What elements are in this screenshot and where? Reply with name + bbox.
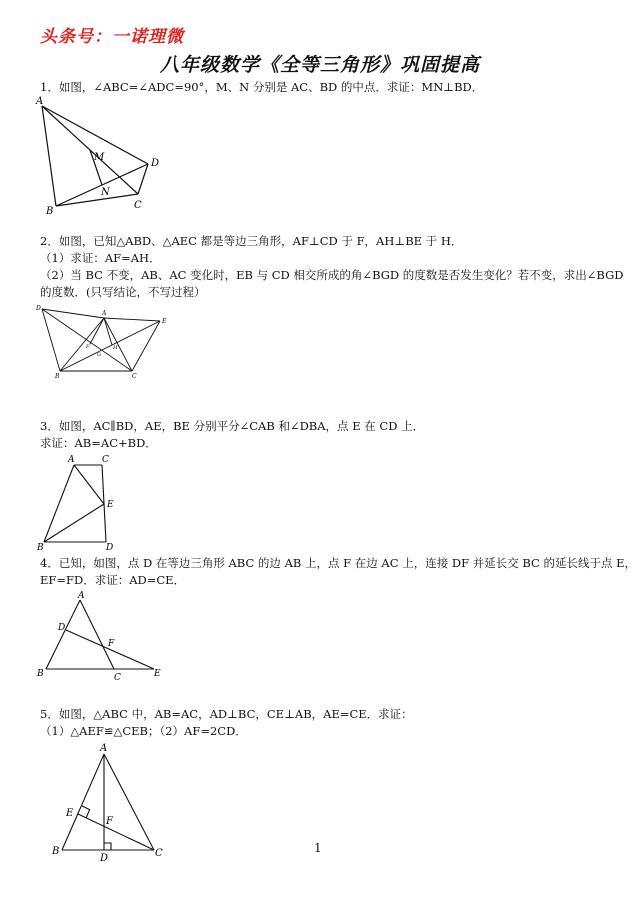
fig1-label-d: D bbox=[151, 158, 160, 169]
problem-5-figure bbox=[42, 740, 177, 865]
fig1-label-m: M bbox=[94, 152, 105, 163]
fig4-label-b: B bbox=[37, 669, 44, 679]
fig4-label-e: E bbox=[154, 669, 161, 679]
problem-5-line-1: 5．如图，△ABC 中，AB=AC，AD⊥BC，CE⊥AB，AE=CE．求证： bbox=[40, 707, 413, 721]
fig2-label-a: A bbox=[102, 310, 107, 317]
problem-3-line-1: 3．如图，AC∥BD，AE，BE 分别平分∠CAB 和∠DBA，点 E 在 CD 上． bbox=[40, 419, 425, 433]
fig1-label-a: A bbox=[36, 96, 44, 107]
fig3-label-d: D bbox=[106, 543, 114, 552]
fig2-label-f: F bbox=[86, 344, 90, 350]
fig5-label-c: C bbox=[155, 848, 163, 859]
fig5-label-e: E bbox=[66, 808, 74, 819]
problem-5-line-2: （1）△AEF≌△CEB；（2）AF=2CD． bbox=[40, 724, 247, 738]
fig1-label-n: N bbox=[101, 187, 110, 198]
fig1-label-c: C bbox=[134, 200, 142, 211]
fig4-label-a: A bbox=[78, 591, 85, 601]
fig3-label-a: A bbox=[68, 455, 75, 465]
problem-1-figure bbox=[30, 92, 170, 217]
header-brand: 头条号：一诺理微 bbox=[40, 27, 184, 47]
fig3-label-b: B bbox=[37, 543, 44, 552]
page-number: 1 bbox=[314, 841, 322, 855]
problem-3-figure bbox=[32, 452, 132, 552]
fig2-label-h: H bbox=[113, 345, 118, 351]
fig5-label-a: A bbox=[100, 743, 108, 754]
fig2-label-g: G bbox=[97, 352, 101, 358]
doc-title: 八年级数学《全等三角形》巩固提高 bbox=[159, 54, 480, 76]
problem-2-line-3: （2）当 BC 不变，AB、AC 变化时，EB 与 CD 相交所成的角∠BGD 的度数是否发生变化？若不变，求出∠BGD bbox=[40, 268, 624, 282]
fig2-label-c: C bbox=[132, 373, 137, 380]
problem-4-line-1: 4．已知，如图，点 D 在等边三角形 ABC 的边 AB 上，点 F 在边 AC 上，连接 DF 并延长交 BC 的延长线于点 E， bbox=[40, 556, 637, 570]
fig1-label-b: B bbox=[46, 206, 54, 217]
fig4-label-f: F bbox=[108, 639, 115, 649]
problem-4-line-2: EF=FD．求证：AD=CE． bbox=[40, 573, 186, 587]
fig2-label-b: B bbox=[55, 373, 60, 380]
problem-2-figure bbox=[34, 302, 174, 382]
fig2-label-e: E bbox=[162, 318, 167, 325]
problem-3-line-2: 求证：AB=AC+BD． bbox=[40, 436, 157, 450]
fig5-label-b: B bbox=[52, 846, 60, 857]
fig4-label-c: C bbox=[114, 673, 121, 683]
problem-2-line-1: 2．如图，已知△ABD、△AEC 都是等边三角形，AF⊥CD 于 F，AH⊥BE 于 H． bbox=[40, 234, 463, 248]
fig4-label-d: D bbox=[58, 623, 66, 633]
fig3-label-c: C bbox=[102, 455, 109, 465]
problem-4-figure bbox=[32, 588, 162, 683]
problem-2-line-2: （1）求证：AF=AH． bbox=[40, 251, 161, 265]
fig5-label-f: F bbox=[106, 816, 113, 827]
problem-1-text: 1．如图，∠ABC=∠ADC=90°，M、N 分别是 AC、BD 的中点．求证：MN⊥BD． bbox=[40, 80, 484, 94]
problem-2-line-4: 的度数．(只写结论，不写过程） bbox=[40, 285, 206, 299]
fig5-label-d: D bbox=[100, 853, 109, 864]
fig2-label-d: D bbox=[36, 305, 41, 312]
fig3-label-e: E bbox=[107, 500, 114, 510]
